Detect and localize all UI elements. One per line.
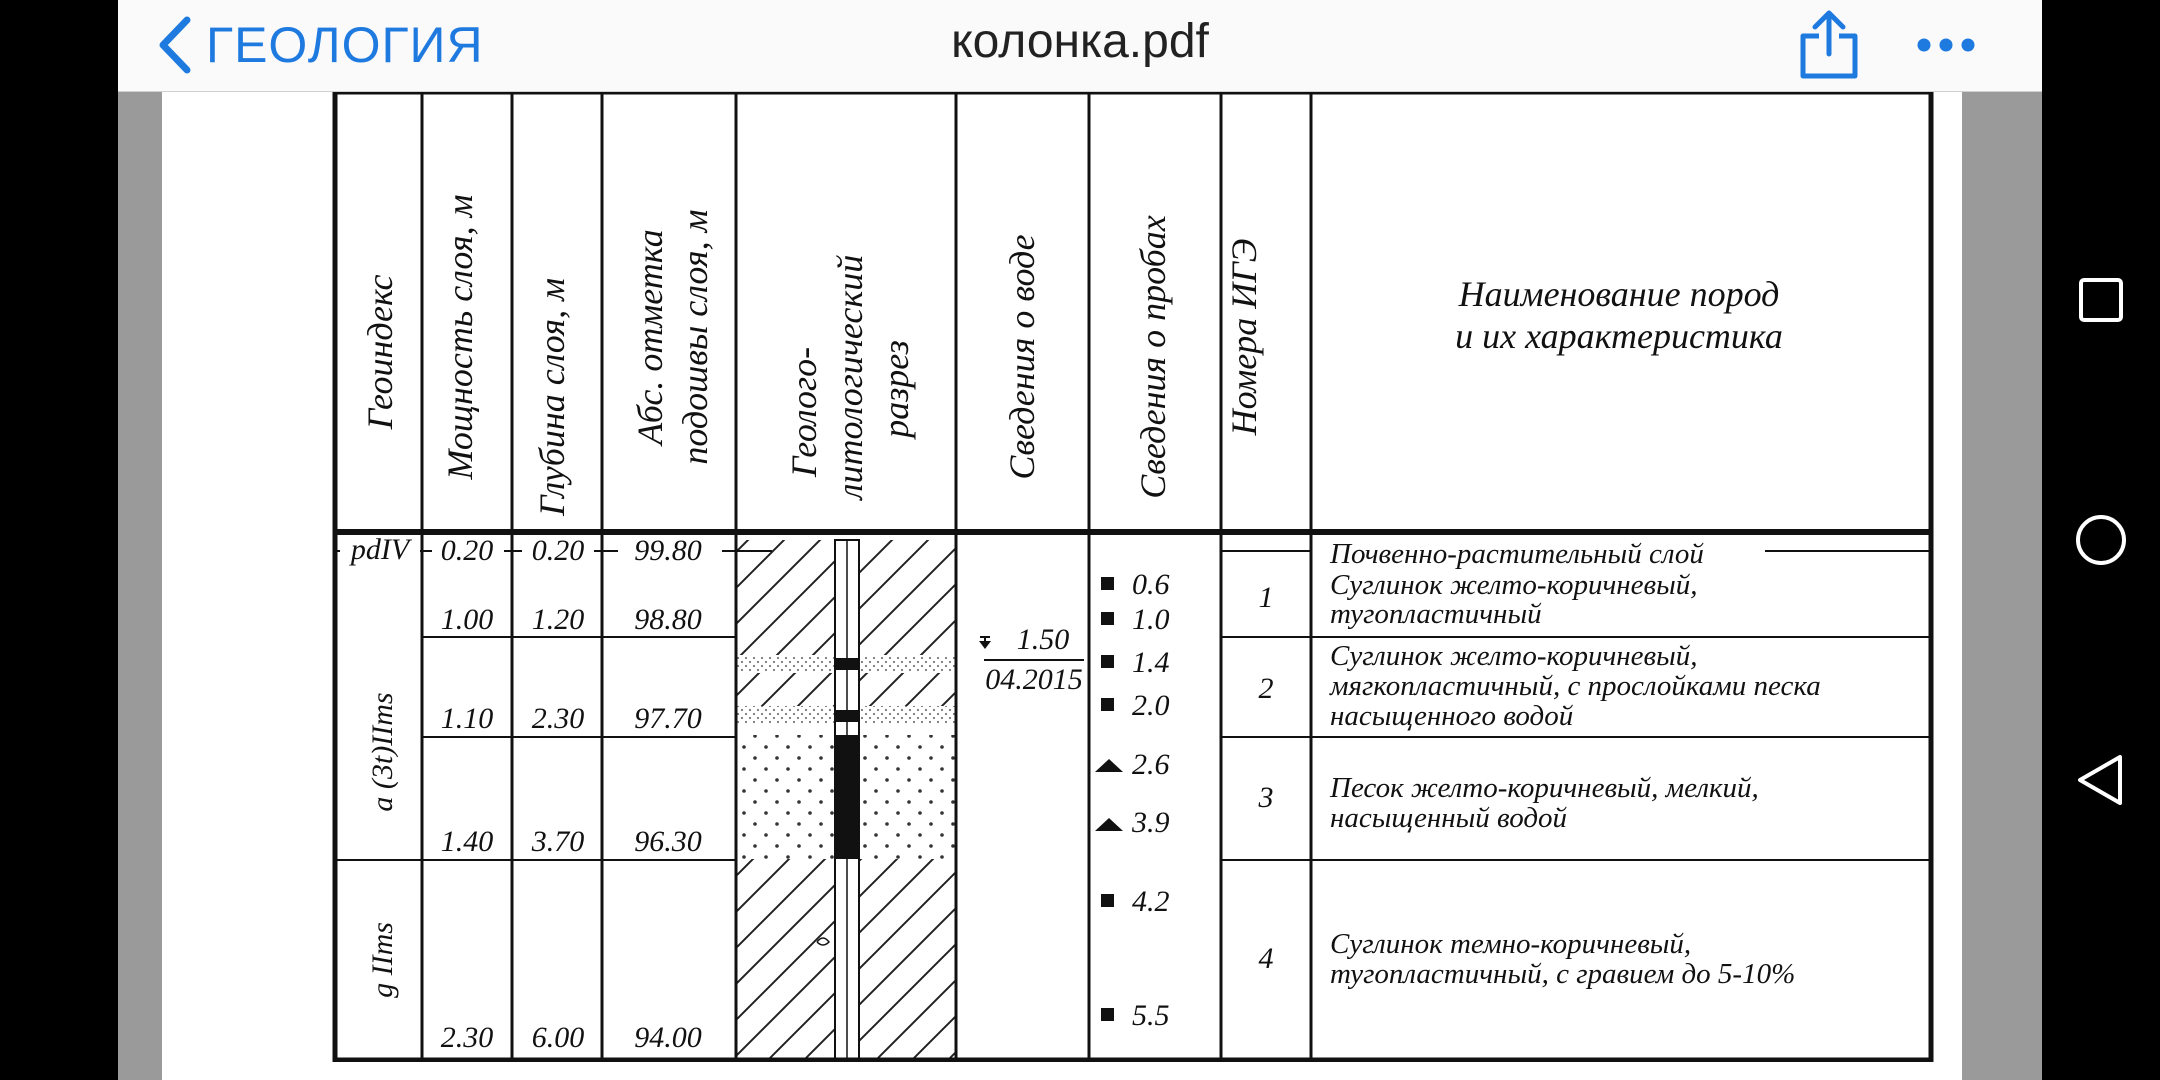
- depth-value: 6.00: [531, 1021, 585, 1054]
- abs-value: 97.70: [634, 702, 702, 735]
- litho-section: [737, 540, 955, 1062]
- header-samples: Сведения о пробах: [1133, 215, 1173, 499]
- topsoil-description: Почвенно-растительный слой: [1330, 538, 1704, 570]
- sample-depth: 1.4: [1132, 646, 1170, 679]
- header-thickness: Мощность слоя, м: [440, 194, 480, 480]
- header-section-line2: литологический: [830, 254, 870, 500]
- abs-value: 98.80: [634, 603, 702, 636]
- sample-marker-triangle: [1095, 759, 1123, 772]
- sample-depth: 2.0: [1132, 689, 1170, 722]
- sample-depth: 4.2: [1132, 885, 1170, 918]
- ige-description-line: мягкопластичный, с прослойками песка: [1330, 670, 1821, 702]
- abs-value: 99.80: [634, 534, 702, 567]
- abs-value: 96.30: [634, 825, 702, 858]
- ige-number: 4: [1258, 942, 1274, 975]
- header-ige: Номера ИГЭ: [1224, 238, 1264, 436]
- geoindex-topsoil: pdIV: [350, 533, 410, 566]
- ige-number: 2: [1258, 672, 1274, 705]
- depth-value: 0.20: [531, 534, 585, 567]
- sample-marker-square: [1101, 698, 1114, 711]
- sample-marker-square: [1101, 894, 1114, 907]
- ige-description-line: насыщенный водой: [1330, 802, 1568, 834]
- sample-marker-triangle: [1095, 818, 1123, 831]
- sample-depth: 0.6: [1132, 568, 1170, 601]
- system-nav-bar: [2042, 0, 2160, 1080]
- thickness-value: 0.20: [440, 534, 494, 567]
- sample-depth: 1.0: [1132, 603, 1170, 636]
- thickness-value: 1.00: [440, 603, 494, 636]
- document-title: колонка.pdf: [951, 15, 1209, 68]
- thickness-value: 1.10: [440, 702, 494, 735]
- ige-number: 1: [1258, 581, 1274, 614]
- home-circle-icon[interactable]: [2056, 495, 2146, 585]
- geoindex-glacial: g IIms: [366, 922, 399, 998]
- app-bar: [118, 0, 2042, 92]
- back-label: ГЕОЛОГИЯ: [206, 17, 484, 73]
- ige-description-line: Суглинок темно-коричневый,: [1330, 928, 1692, 960]
- header-section-line3: разрез: [876, 340, 916, 438]
- geoindex-alluvial: a (3t)IIms: [366, 692, 399, 812]
- more-icon[interactable]: [1916, 24, 1976, 66]
- ige-description-line: Суглинок желто-коричневый,: [1330, 569, 1698, 601]
- water-date: 04.2015: [985, 663, 1083, 696]
- water-level-marker: [979, 623, 1084, 696]
- ige-description-line: тугопластичный: [1330, 598, 1542, 630]
- header-depth: Глубина слоя, м: [532, 277, 572, 517]
- ige-description-line: Суглинок желто-коричневый,: [1330, 640, 1698, 672]
- ige-description-line: тугопластичный, с гравием до 5-10%: [1330, 958, 1796, 990]
- depth-value: 3.70: [531, 825, 585, 858]
- water-level: 1.50: [1016, 623, 1070, 656]
- share-icon[interactable]: [1795, 8, 1863, 80]
- header-water: Сведения о воде: [1002, 234, 1042, 480]
- sample-depth: 3.9: [1132, 806, 1170, 839]
- sample-marker-square: [1101, 1008, 1114, 1021]
- header-name-line2: и их характеристика: [1455, 316, 1783, 356]
- sample-depth: 2.6: [1132, 748, 1170, 781]
- sample-marker-square: [1101, 612, 1114, 625]
- ige-description-line: насыщенного водой: [1330, 700, 1574, 732]
- sample-marker-square: [1101, 655, 1114, 668]
- header-geoindex: Геоиндекс: [360, 274, 400, 430]
- geological-column-table: [332, 92, 1934, 1062]
- header-name-line1: Наименование пород: [1458, 274, 1780, 314]
- header-section-line1: Геолого-: [784, 346, 824, 478]
- header-abs-line1: Абс. отметка: [630, 229, 670, 445]
- thickness-value: 2.30: [440, 1021, 494, 1054]
- depth-value: 2.30: [531, 702, 585, 735]
- depth-value: 1.20: [531, 603, 585, 636]
- thickness-value: 1.40: [440, 825, 494, 858]
- recents-square-icon[interactable]: [2056, 255, 2146, 345]
- sample-depth: 5.5: [1132, 999, 1170, 1032]
- back-triangle-icon[interactable]: [2056, 735, 2146, 825]
- sample-marker-square: [1101, 577, 1114, 590]
- header-abs-line2: подошвы слоя, м: [675, 209, 715, 465]
- abs-value: 94.00: [634, 1021, 702, 1054]
- ige-number: 3: [1258, 781, 1274, 814]
- ige-description-line: Песок желто-коричневый, мелкий,: [1330, 772, 1759, 804]
